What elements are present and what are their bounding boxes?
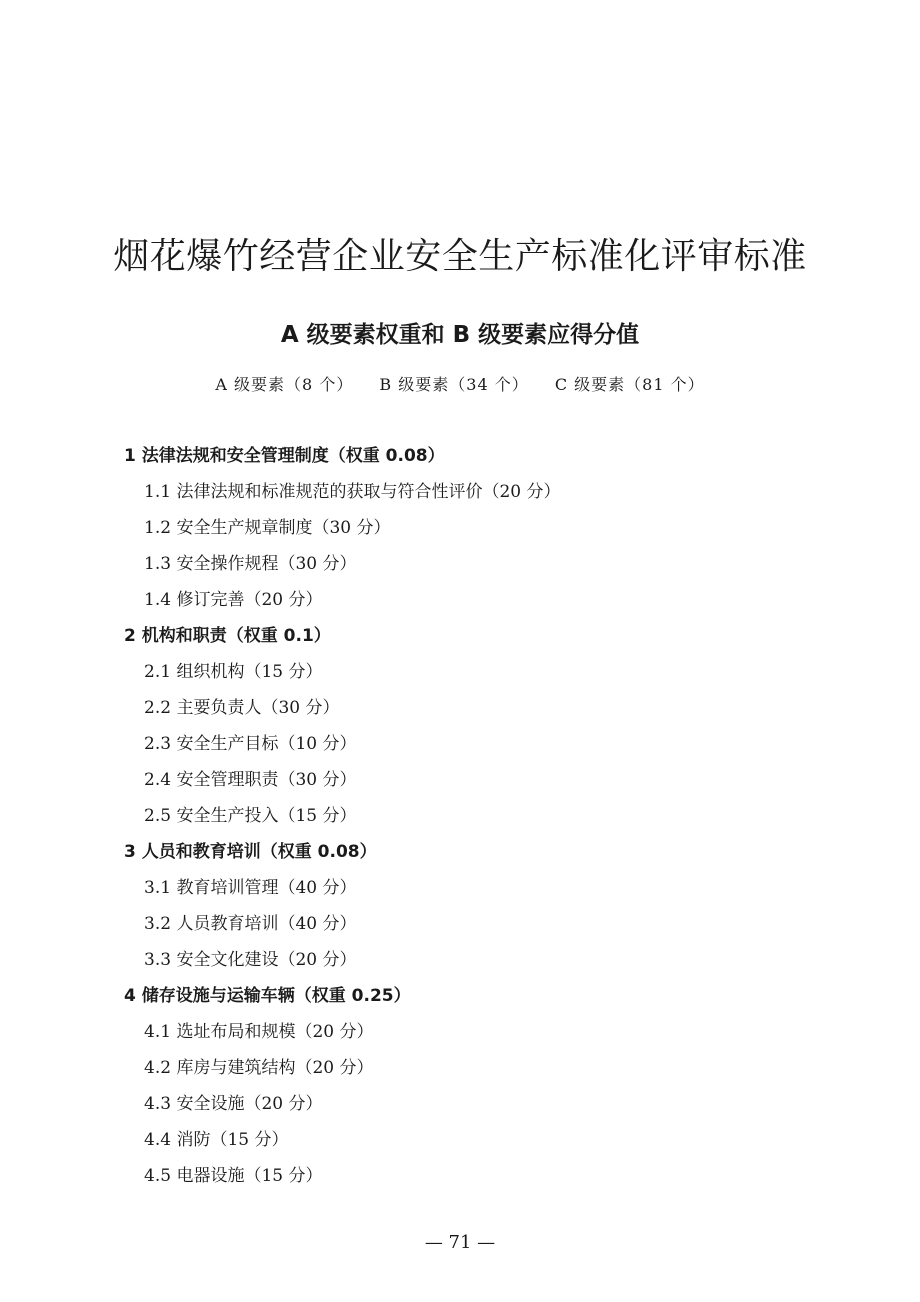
- list-item: 4.5 电器设施（15 分）: [144, 1166, 323, 1186]
- section-heading: 3 人员和教育培训（权重 0.08）: [124, 842, 377, 862]
- list-item: 3.2 人员教育培训（40 分）: [144, 914, 357, 934]
- page-number: — 71 —: [424, 1232, 496, 1253]
- a-level-count: A 级要素（8 个）: [215, 375, 354, 394]
- list-item: 2.1 组织机构（15 分）: [144, 662, 323, 682]
- list-item: 1.3 安全操作规程（30 分）: [144, 554, 357, 574]
- list-item: 4.1 选址布局和规模（20 分）: [144, 1022, 374, 1042]
- c-level-count: C 级要素（81 个）: [554, 375, 705, 394]
- list-item: 2.2 主要负责人（30 分）: [144, 698, 340, 718]
- list-item: 4.2 库房与建筑结构（20 分）: [144, 1058, 374, 1078]
- b-level-count: B 级要素（34 个）: [379, 375, 529, 394]
- section-heading: 2 机构和职责（权重 0.1）: [124, 626, 331, 646]
- document-subtitle: A 级要素权重和 B 级要素应得分值: [280, 322, 640, 348]
- document-title: 烟花爆竹经营企业安全生产标准化评审标准: [113, 236, 807, 277]
- element-count-summary: [0, 372, 920, 395]
- list-item: 1.2 安全生产规章制度（30 分）: [144, 518, 391, 538]
- list-item: 2.4 安全管理职责（30 分）: [144, 770, 357, 790]
- list-item: 2.5 安全生产投入（15 分）: [144, 806, 357, 826]
- list-item: 2.3 安全生产目标（10 分）: [144, 734, 357, 754]
- list-item: 3.1 教育培训管理（40 分）: [144, 878, 357, 898]
- section-heading: 1 法律法规和安全管理制度（权重 0.08）: [124, 446, 445, 466]
- list-item: 4.3 安全设施（20 分）: [144, 1094, 323, 1114]
- list-item: 1.4 修订完善（20 分）: [144, 590, 323, 610]
- list-item: 1.1 法律法规和标准规范的获取与符合性评价（20 分）: [144, 482, 561, 502]
- section-heading: 4 储存设施与运输车辆（权重 0.25）: [124, 986, 411, 1006]
- list-item: 3.3 安全文化建设（20 分）: [144, 950, 357, 970]
- standards-outline: [0, 438, 920, 1194]
- list-item: 4.4 消防（15 分）: [144, 1130, 289, 1150]
